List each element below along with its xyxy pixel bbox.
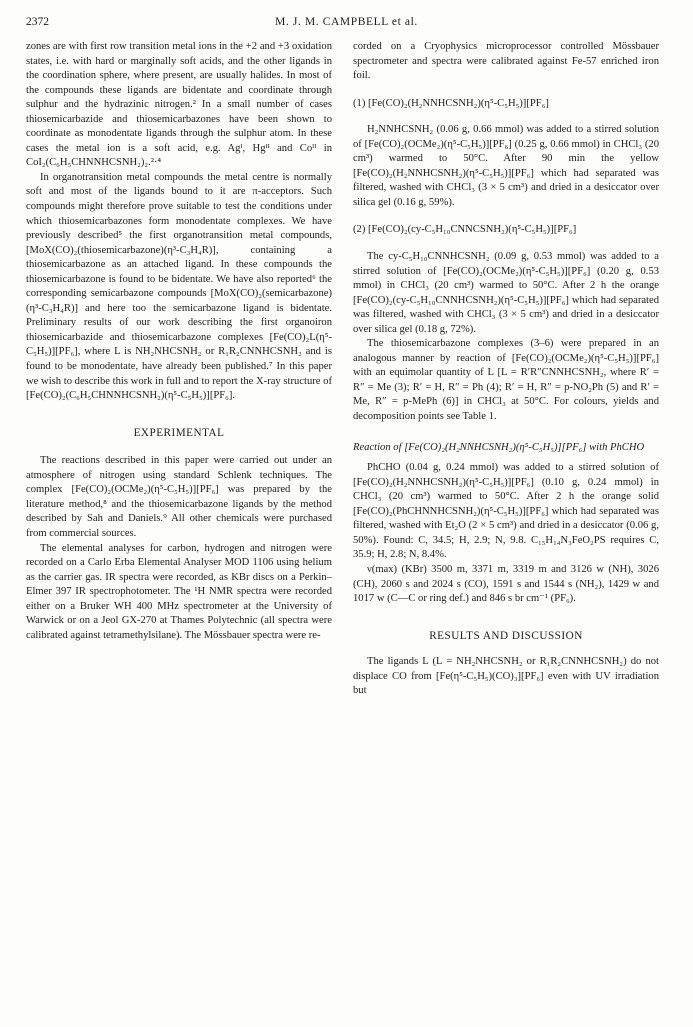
reaction-heading: Reaction of [Fe(CO)₂(H₂NNHCSNH₂)(η⁵-C₅H₅)][PF₆] with PhCHO	[353, 441, 645, 453]
page-number: 2372	[26, 16, 49, 28]
right-column	[353, 40, 659, 699]
reaction-paragraph: PhCHO (0.04 g, 0.24 mmol) was added to a stirred solution of [Fe(CO)₂(H₂NNHCSNH₂)(η⁵-C₅H₅)][PF₆] (0.10 g, 0.24 mmol) in CHCl₃ (20 cm³) warmed to 50°C. After 2 h the orange solid [Fe(CO)₂(PhCHNNHCSNH₂)(η⁵-C₅H₅)][PF₆] which had separated was filtered, washed with Et₂O (2 × 5 cm³) and dried in a desiccator (0.06 g, 50%). Found: C, 34.5; H, 2.9; N, 9.8. C₁₅H₁₄N₃FeO₂PS requires C, 35.9; H, 2.8; N, 8.4%.	[353, 462, 659, 561]
experimental-heading: EXPERIMENTAL	[133, 426, 225, 439]
ir-data-paragraph: ν(max) (KBr) 3500 m, 3371 m, 3319 m and 3126 w (NH), 3026 (CH), 2060 s and 2024 s (CO), 1591 s and 1544 s (NH₂), 1429 w and 1017 w (C—C or ring def.) and 846 s br cm⁻¹ (PF₆).	[353, 563, 659, 605]
compound-2-heading: (2) [Fe(CO)₂(cy-C₅H₁₀CNNCSNH₂)(η⁵-C₅H₅)][PF₆]	[353, 224, 577, 236]
left-column	[26, 40, 332, 643]
intro-paragraph-2: In organotransition metal compounds the metal centre is normally soft and most of the ligands bound to it are π-acceptors. Such compounds might therefore prove suitable to test the conditions under which thiosemicarbazones form monodentate complexes. We have previously described⁵ the first organotransition metal compounds, [MoX(CO)₂(thiosemicarbazone)(η³-C₃H₄R)], containing a thiosemicarbazone as an attached ligand. In these compounds the thiosemicarbazone is found to be bidentate. We have also reported⁶ the corresponding semicarbazone compounds [MoX(CO)₂(semicarbazone)(η³-C₃H₄R)] and here too the semicarbazone ligand is bidentate. Preliminary results of our work describing the first organoiron thiosemicarbazide and thiosemicarbazone complexes [Fe(CO)₂L(η⁵-C₅H₅)][PF₆], where L is NH₂NHCSNH₂ or R₁R₂CNNHCSNH₂ and is found to be monodentate, have already been published.⁷ In this paper we wish to describe this work in full and to report the X-ray structure of [Fe(CO)₂(C₆H₅CHNNHCSNH₂)(η⁵-C₅H₅)][PF₆].	[26, 171, 332, 402]
experimental-paragraph-2: The elemental analyses for carbon, hydrogen and nitrogen were recorded on a Carlo Erba Elemental Analyser MOD 1106 using helium as the carrier gas. IR spectra were recorded, as KBr discs on a Perkin–Elmer 397 IR spectrophotometer. The ¹H NMR spectra were recorded either on a Bruker WH 400 MHz spectrometer at the University of Warwick or on a Jeol GX-270 at Thames Polytechnic (all spectra were calibrated against tetramethylsilane). The Mössbauer spectra were re-	[26, 542, 332, 641]
intro-paragraph-1: zones are with first row transition metal ions in the +2 and +3 oxidation states, i.e. with hard or marginally soft acids, and the other ligands in the coordination sphere, where present, are usually halides. In most of the compounds these ligands are bidentate and coordinate through sulphur and the hydrazinic nitrogen.² In a small number of cases thiosemicarbazide and thiosemicarbazones have been shown to coordinate as monodentate ligands through the sulphur atom. In these cases the metal ion is a soft acid, e.g. Agᴵ, Hgᴵᴵ and Coᴵᴵ in CoI₂(C₆H₅CHNNHCSNH₂)₂.²·⁴	[26, 41, 332, 169]
experimental-paragraph-1: The reactions described in this paper were carried out under an atmosphere of nitrogen using standard Schlenk techniques. The complex [Fe(CO)₂(OCMe₂)(η⁵-C₅H₅)][PF₆] was prepared by the literature method,⁸ and the thiosemicarbazone ligands by the method described by Sah and Daniels.⁹ All other chemicals were purchased from commercial sources.	[26, 455, 332, 539]
continued-paragraph: corded on a Cryophysics microprocessor controlled Mössbauer spectrometer and spectra were calibrated against Fe-57 enriched iron foil.	[353, 41, 659, 82]
running-title: M. J. M. CAMPBELL et al.	[275, 16, 418, 28]
compound-2-paragraph-2: The thiosemicarbazone complexes (3–6) were prepared in an analogous manner by reaction of [Fe(CO)₂(OCMe₂)(η⁵-C₅H₅)][PF₆] with an equimolar quantity of L [L = R′R″CNNHCSNH₂, where R′ = R″ = Me (3); R′ = H, R″ = Ph (4); R′ = H, R″ = p-NO₂Ph (5) and R′ = Me, R″ = p-MePh (6)] in CHCl₃ at 50°C. For colours, yields and decomposition points see Table 1.	[353, 338, 659, 423]
compound-1-paragraph: H₂NNHCSNH₂ (0.06 g, 0.66 mmol) was added to a stirred solution of [Fe(CO)₂(OCMe₂)(η⁵-C₅H₅)][PF₆] (0.25 g, 0.66 mmol) in CHCl₃ (20 cm³) warmed to 50°C. After 90 min the yellow [Fe(CO)₂(H₂NNHCSNH₂)(η⁵-C₅H₅)][PF₆] which had separated was filtered, washed with CHCl₃ (3 × 5 cm³) and dried in a desiccator over silica gel (0.16 g, 59%).	[353, 124, 659, 208]
compound-1-heading: (1) [Fe(CO)₂(H₂NNHCSNH₂)(η⁵-C₅H₅)][PF₆]	[353, 97, 549, 109]
compound-2-paragraph-1: The cy-C₅H₁₀CNNHCSNH₂ (0.09 g, 0.53 mmol) was added to a stirred solution of [Fe(CO)₂(OCMe₂)(η⁵-C₅H₅)][PF₆] (0.20 g, 0.53 mmol) in CHCl₃ (20 cm³) warmed to 50°C. After 2 h the orange [Fe(CO)₂(cy-C₅H₁₀CNNHCSNH₂)(η⁵-C₅H₅)][PF₆] which had separated was filtered, washed with CHCl₃ (3 × 5 cm³) and dried in a desiccator over silica gel (0.18 g, 72%).	[353, 251, 659, 335]
results-paragraph: The ligands L (L = NH₂NHCSNH₂ or R₁R₂CNNHCSNH₂) do not displace CO from [Fe(η⁵-C₅H₅)(CO)₃][PF₆] even with UV irradiation but	[353, 656, 659, 697]
results-heading: RESULTS AND DISCUSSION	[429, 629, 583, 642]
page-header	[26, 16, 667, 34]
